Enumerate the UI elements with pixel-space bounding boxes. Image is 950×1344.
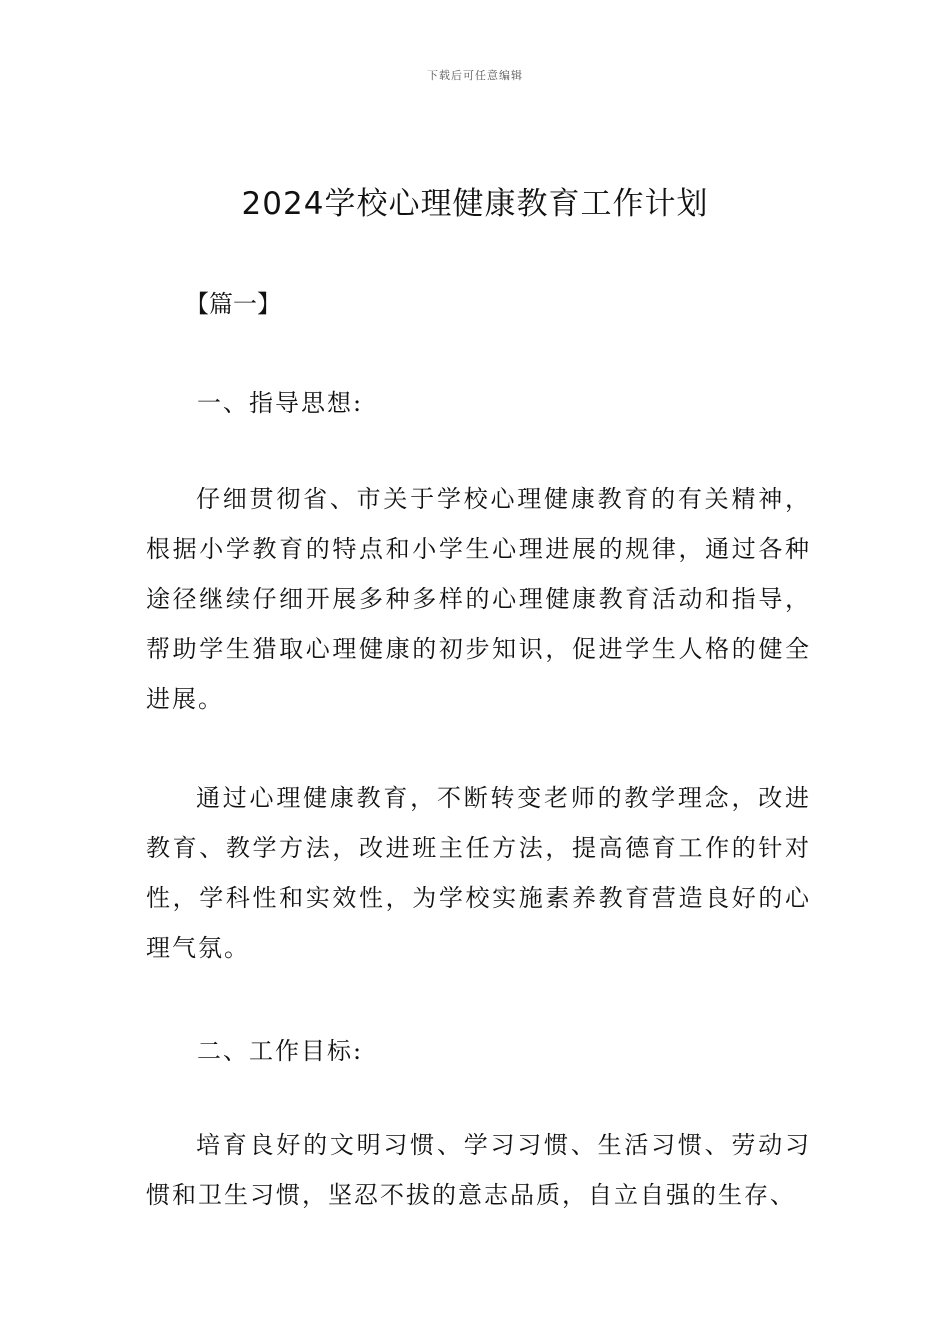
section-tag: 【篇一】 xyxy=(185,290,281,318)
header-note: 下载后可任意编辑 xyxy=(427,69,523,82)
paragraph-teaching-reform: 通过心理健康教育，不断转变老师的教学理念，改进教育、教学方法，改进班主任方法，提高德育工作的针对性，学科性和实效性，为学校实施素养教育营造良好的心理气氛。 xyxy=(146,784,811,962)
paragraph-guiding-ideology: 仔细贯彻省、市关于学校心理健康教育的有关精神，根据小学教育的特点和小学生心理进展的规律，通过各种途径继续仔细开展多种多样的心理健康教育活动和指导，帮助学生猎取心理健康的初步知识，促进学生人格的健全进展。 xyxy=(146,485,811,713)
paragraph-work-goals: 培育良好的文明习惯、学习习惯、生活习惯、劳动习惯和卫生习惯，坚忍不拔的意志品质，自立自强的生存、 xyxy=(146,1131,811,1209)
heading-guiding-ideology: 一、指导思想: xyxy=(197,389,364,417)
heading-work-goals: 二、工作目标: xyxy=(197,1037,364,1065)
document-title: 2024学校心理健康教育工作计划 xyxy=(241,186,709,222)
